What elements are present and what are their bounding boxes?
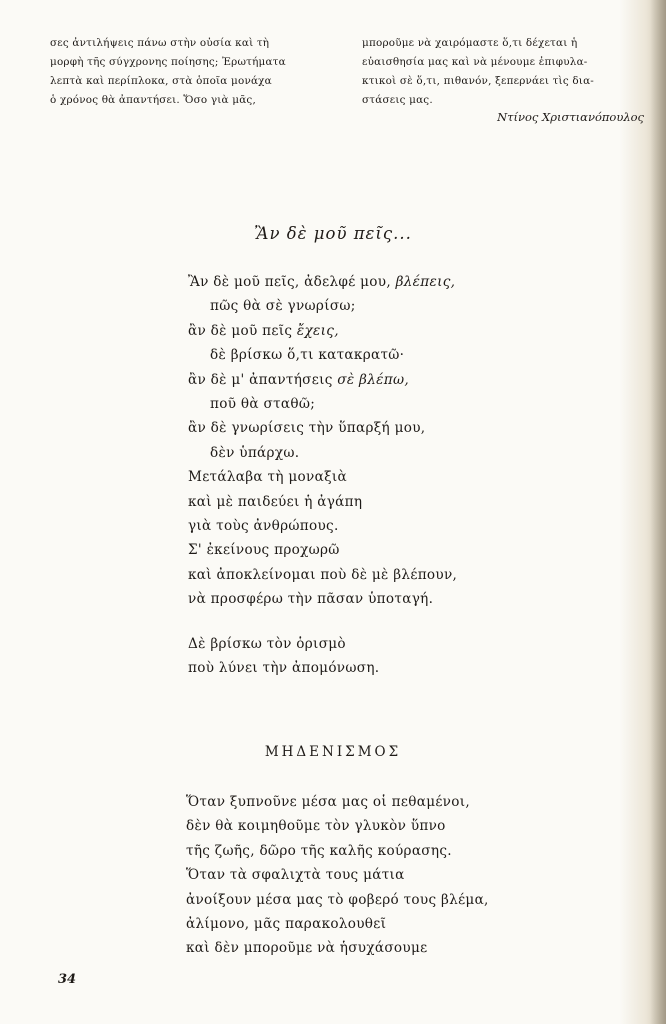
poem-line-text: ἂν δὲ μοῦ πεῖς — [188, 322, 297, 339]
poem-line: ποὺ λύνει τὴν ἀπομόνωση. — [188, 660, 380, 677]
prose-line: μποροῦμε νὰ χαιρόμαστε ὅ,τι δέχεται ἡ — [362, 37, 578, 49]
poem-line — [188, 343, 457, 367]
poem-line-text: Μετάλαβα τὴ μοναξιὰ — [188, 469, 347, 486]
poem-line: ἀνοίξουν μέσα μας τὸ φοβερό τους βλέμα, — [186, 891, 489, 908]
poem-line: τῆς ζωῆς, δῶρο τῆς καλῆς κούρασης. — [186, 842, 452, 859]
poem-line — [188, 538, 457, 562]
poem-line: Ὅταν ξυπνοῦνε μέσα μας οἱ πεθαμένοι, — [186, 794, 470, 810]
prose-line: εὐαισθησία μας καὶ νὰ μένουμε ἐπιφυλα- — [362, 56, 588, 68]
poem-line-text: νὰ προσφέρω τὴν πᾶσαν ὑποταγή. — [188, 591, 434, 608]
poem-line — [188, 441, 457, 465]
page-spine-shadow — [650, 0, 666, 1024]
poem-line — [188, 319, 457, 343]
poem-line-text: δὲ βρίσκω ὅ,τι κατακρατῶ· — [210, 347, 405, 364]
poem-line-italic: ἔχεις, — [296, 322, 339, 339]
poem-line-text: ποῦ θὰ σταθῶ; — [210, 396, 316, 413]
poem-line — [188, 392, 457, 416]
poem-line-text: Σ' ἐκείνους προχωρῶ — [188, 542, 340, 559]
poem-line: Δὲ βρίσκω τὸν ὁρισμὸ — [188, 636, 346, 652]
poem-line: καὶ δὲν μποροῦμε νὰ ἡσυχάσουμε — [186, 940, 428, 957]
prose-line: στάσεις μας. — [362, 94, 433, 106]
prose-left-column — [50, 34, 340, 110]
poem-title: ΜΗΔΕΝΙΣΜΟΣ — [264, 744, 402, 760]
poem-line — [188, 563, 457, 587]
poem-line — [188, 587, 457, 611]
poem-line — [188, 490, 457, 514]
poem-line: ἀλίμονο, μᾶς παρακολουθεῖ — [186, 916, 387, 933]
poem-line-text: γιὰ τοὺς ἀνθρώπους. — [188, 518, 339, 535]
poem-line-italic: σὲ βλέπω, — [337, 371, 409, 388]
prose-line: λεπτὰ καὶ περίπλοκα, στὰ ὁποῖα μονάχα — [50, 75, 272, 87]
poem-line — [188, 416, 457, 440]
prose-line: ὁ χρόνος θὰ ἀπαντήσει. Ὅσο γιὰ μᾶς, — [50, 94, 256, 106]
poem-line-text: πῶς θὰ σὲ γνωρίσω; — [210, 298, 356, 315]
prose-line: σες ἀντιλήψεις πάνω στὴν οὐσία καὶ τὴ — [50, 37, 270, 49]
poem-line — [188, 465, 457, 489]
prose-line: κτικοὶ σὲ ὅ,τι, πιθανόν, ξεπερνάει τὶς δια- — [362, 75, 594, 87]
poem-line-text: καὶ μὲ παιδεύει ἡ ἀγάπη — [188, 493, 363, 510]
poem-stanza — [188, 632, 379, 681]
poem-line-italic: βλέπεις, — [395, 274, 456, 290]
poem-line-text: δὲν ὑπάρχω. — [210, 444, 300, 461]
poem-title: Ἂν δὲ μοῦ πεῖς... — [254, 224, 412, 243]
author-signature: Ντίνος Χριστιανόπουλος — [497, 110, 644, 124]
poem-stanza — [186, 790, 489, 961]
poem-line-text: ἂν δὲ μ' ἀπαντήσεις — [188, 371, 338, 388]
poem-line — [188, 270, 457, 294]
poem-line-text: ἂν δὲ γνωρίσεις τὴν ὕπαρξή μου, — [188, 420, 426, 437]
poem-line: Ὅταν τὰ σφαλιχτὰ τους μάτια — [186, 867, 405, 884]
poem-line — [188, 294, 457, 318]
page-number: 34 — [58, 972, 77, 987]
prose-line: μορφὴ τῆς σύγχρονης ποίησης; Ἐρωτήματα — [50, 56, 286, 68]
poem-line — [188, 514, 457, 538]
poem-line — [188, 368, 457, 392]
poem-line-text: Ἂν δὲ μοῦ πεῖς, ἀδελφέ μου, — [188, 274, 396, 290]
prose-right-column — [362, 34, 648, 110]
poem-line-text: καὶ ἀποκλείνομαι ποὺ δὲ μὲ βλέπουν, — [188, 566, 458, 583]
poem-stanza — [188, 270, 457, 612]
poem-line: δὲν θὰ κοιμηθοῦμε τὸν γλυκὸν ὕπνο — [186, 818, 446, 835]
